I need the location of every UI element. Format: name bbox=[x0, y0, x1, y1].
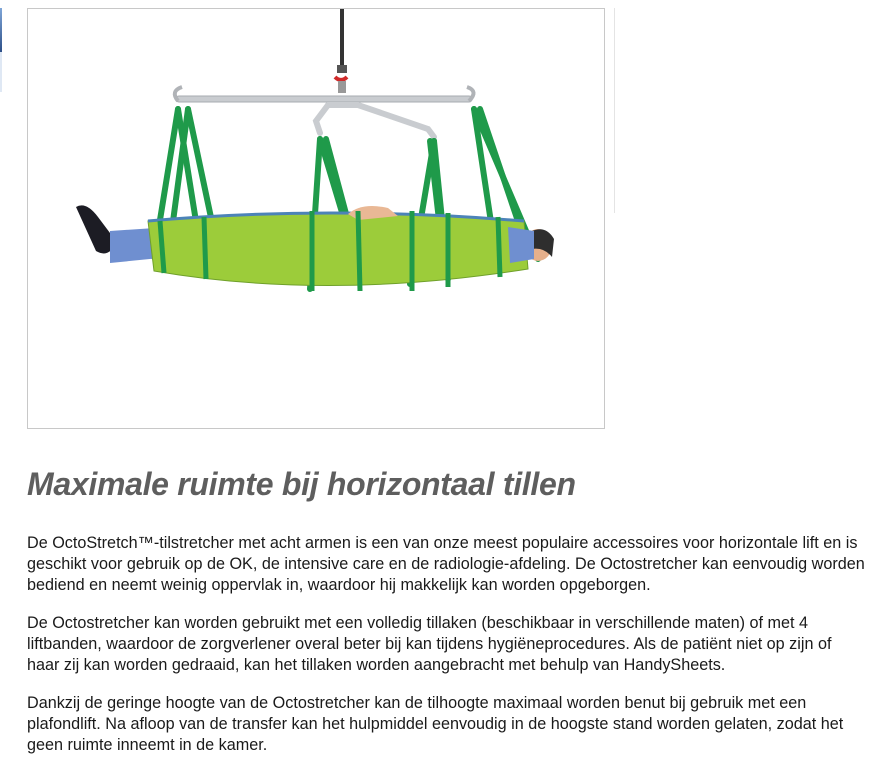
left-edge-accent bbox=[0, 8, 2, 52]
article-paragraph-2: De Octostretcher kan worden gebruikt met een volledig tillaken (beschikbaar in verschillende maten) of met 4 liftbanden, waardoor de zorgverlener overal beter bij kan tijdens hygiëneprocedures. Als de patiënt niet op zijn of haar zij kan worden gedraaid, kan het tillaken worden aangebracht met behulp van HandySheets. bbox=[27, 614, 832, 674]
divider-line bbox=[614, 8, 615, 213]
article-paragraph-3: Dankzij de geringe hoogte van de Octostretcher kan de tilhoogte maximaal worden benut bij gebruik met een plafondlift. Na afloop van de transfer kan het hulpmiddel eenvoudig in de hoogste stand worden gelaten, zodat het geen ruimte inneemt in de kamer. bbox=[27, 694, 844, 754]
left-edge-accent-light bbox=[0, 52, 2, 92]
article-heading: Maximale ruimte bij horizontaal tillen bbox=[27, 466, 576, 502]
octostretcher-illustration bbox=[28, 9, 604, 428]
article-paragraph-1: De OctoStretch™-tilstretcher met acht armen is een van onze meest populaire accessoires voor horizontale lift en is geschikt voor gebruik op de OK, de intensive care en de radiologie-afdeling. De Octostretcher kan eenvoudig worden bediend en neemt weinig oppervlak in, waardoor hij makkelijk kan worden opgeborgen. bbox=[27, 534, 865, 594]
product-image bbox=[27, 8, 605, 429]
